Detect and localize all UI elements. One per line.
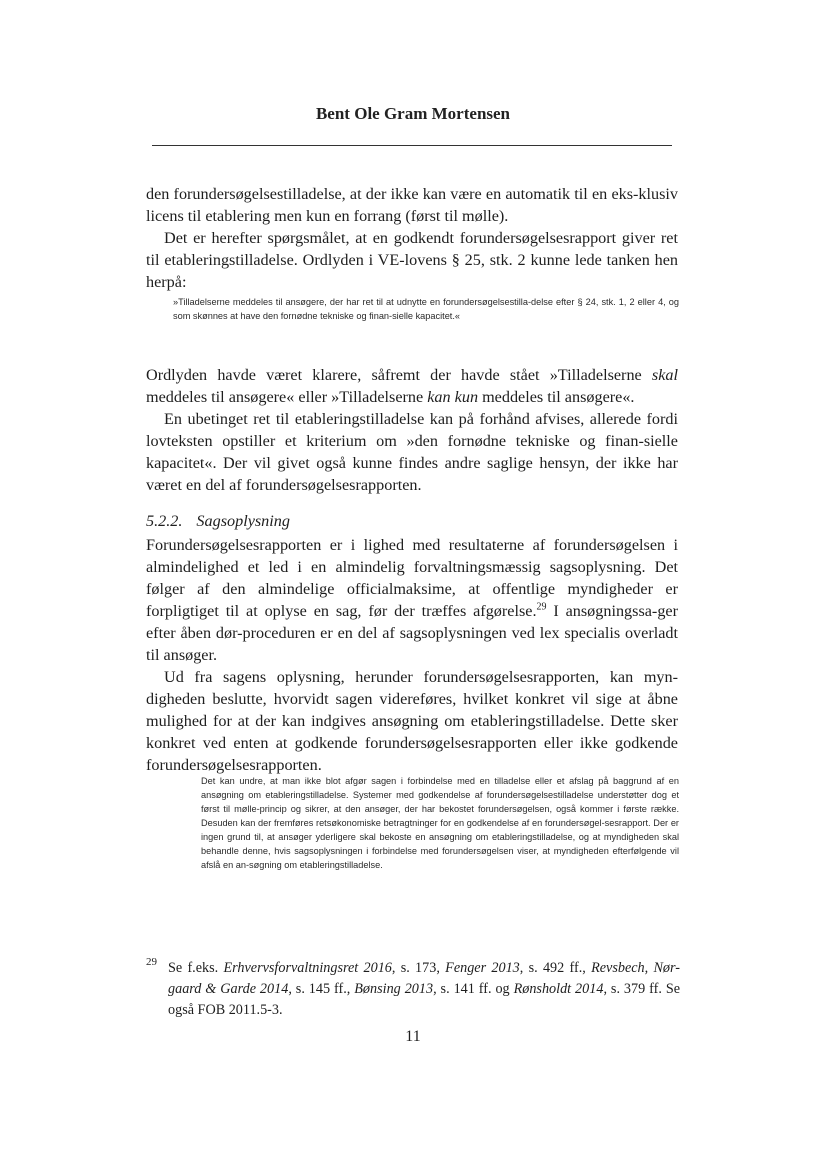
- section-heading: [146, 512, 290, 531]
- paragraph: Ordlyden havde været klarere, såfremt der havde stået »Tilladelserne skal meddeles til ansøgere« eller »Tilladelserne kan kun meddeles til ansøgere«.: [146, 366, 678, 406]
- page-number: 11: [405, 1028, 421, 1045]
- footnote: [146, 958, 680, 1021]
- footnote-text: Se f.eks. Erhvervsforvaltningsret 2016, s. 173, Fenger 2013, s. 492 ff., Revsbech, Nør-gaard & Garde 2014, s. 145 ff., Bønsing 2013, s. 141 ff. og Rønsholdt 2014, s. 379 ff. Se også FOB 2011.5-3.: [168, 960, 681, 1018]
- reference-title: Revsbech, Nør-gaard & Garde 2014: [168, 960, 680, 997]
- footnote-number: 29: [146, 956, 157, 968]
- footnote-reference[interactable]: 29: [536, 601, 547, 613]
- paragraph: En ubetinget ret til etableringstilladelse kan på forhånd afvises, allerede fordi lovteksten opstiller et kriterium om »den fornødne tekniske og finan-sielle kapacitet«. Der vil givet også kunne findes andre saglige hensyn, der ikke har været en del af forundersøgelsesrapporten.: [146, 410, 678, 494]
- reference-title: Erhvervsforvaltningsret 2016: [223, 960, 392, 976]
- section-number: 5.2.2.: [146, 512, 183, 530]
- paragraph: Det er herefter spørgsmålet, at en godkendt forundersøgelsesrapport giver ret til etableringstilladelse. Ordlyden i VE-lovens § 25, stk. 2 kunne lede tanken hen herpå:: [146, 229, 678, 291]
- header-rule: [152, 145, 672, 146]
- small-print-note: Det kan undre, at man ikke blot afgør sagen i forbindelse med en tilladelse eller et afslag på baggrund af en ansøgning om etableringstilladelse. Systemer med godkendelse af forundersøgelsestilladelse understøtter dog et først til mølle-princip og sikrer, at den ansøger, der har bekostet forundersøgelsen, også kommer i første række. Desuden kan der fremføres retsøkonomiske betragtninger for en godkendelse af en forundersøgel-sesrapport. Der er ingen grund til, at ansøger yderligere skal bekoste en ansøgning om etableringstilladelse, og at myndigheden skal behandle denne, hvis sagsoplysningen i forbindelse med forundersøgelsen viser, at myndigheden efterfølgende vil afslå en an-søgning om etableringstilladelse.: [201, 776, 679, 870]
- discussion-paragraphs: [146, 364, 678, 496]
- emphasis: kan kun: [427, 388, 479, 406]
- reference-title: Bønsing 2013: [354, 981, 434, 997]
- statute-quote: »Tilladelserne meddeles til ansøgere, der har ret til at udnytte en forundersøgelsestilla-delse efter § 24, stk. 1, 2 eller 4, og som skønnes at have den fornødne tekniske og finan-sielle kapacitet.«: [173, 297, 679, 321]
- running-header: Bent Ole Gram Mortensen: [315, 104, 511, 123]
- section-title: Sagsoplysning: [196, 512, 290, 530]
- paragraph-continued: den forundersøgelsestilladelse, at der ikke kan være en automatik til en eks-klusiv licens til etablering men kun en forrang (først til mølle).: [146, 185, 678, 225]
- reference-title: Fenger 2013: [445, 960, 520, 976]
- reference-title: Rønsholdt 2014: [513, 981, 604, 997]
- paragraph: Forundersøgelsesrapporten er i lighed med resultaterne af forundersøgelsen i almindelighed et led i en almindelig forvaltningsmæssig sagsoplysning. Det følger af den almindelige officialmaksime, at offentlige myndigheder er forpligtiget til at oplyse en sag, før der træffes afgørelse.$^{29}$ I ansøgningssa-ger efter åben dør-proceduren er en del af sagsoplysningen ved lex specialis overladt til ansøger.: [146, 536, 678, 664]
- intro-paragraphs: [146, 183, 678, 293]
- paragraph: Ud fra sagens oplysning, herunder forundersøgelsesrapporten, kan myn-digheden beslutte, hvorvidt sagen videreføres, hvilket konkret vil sige at åbne mulighed for at der kan indgives ansøgning om etableringstilladelse. Dette sker konkret ved enten at godkende forundersøgelsesrapporten eller ikke godkende forundersøgelsesrapporten.: [146, 668, 678, 774]
- section-body: [146, 534, 678, 776]
- emphasis: skal: [651, 366, 678, 384]
